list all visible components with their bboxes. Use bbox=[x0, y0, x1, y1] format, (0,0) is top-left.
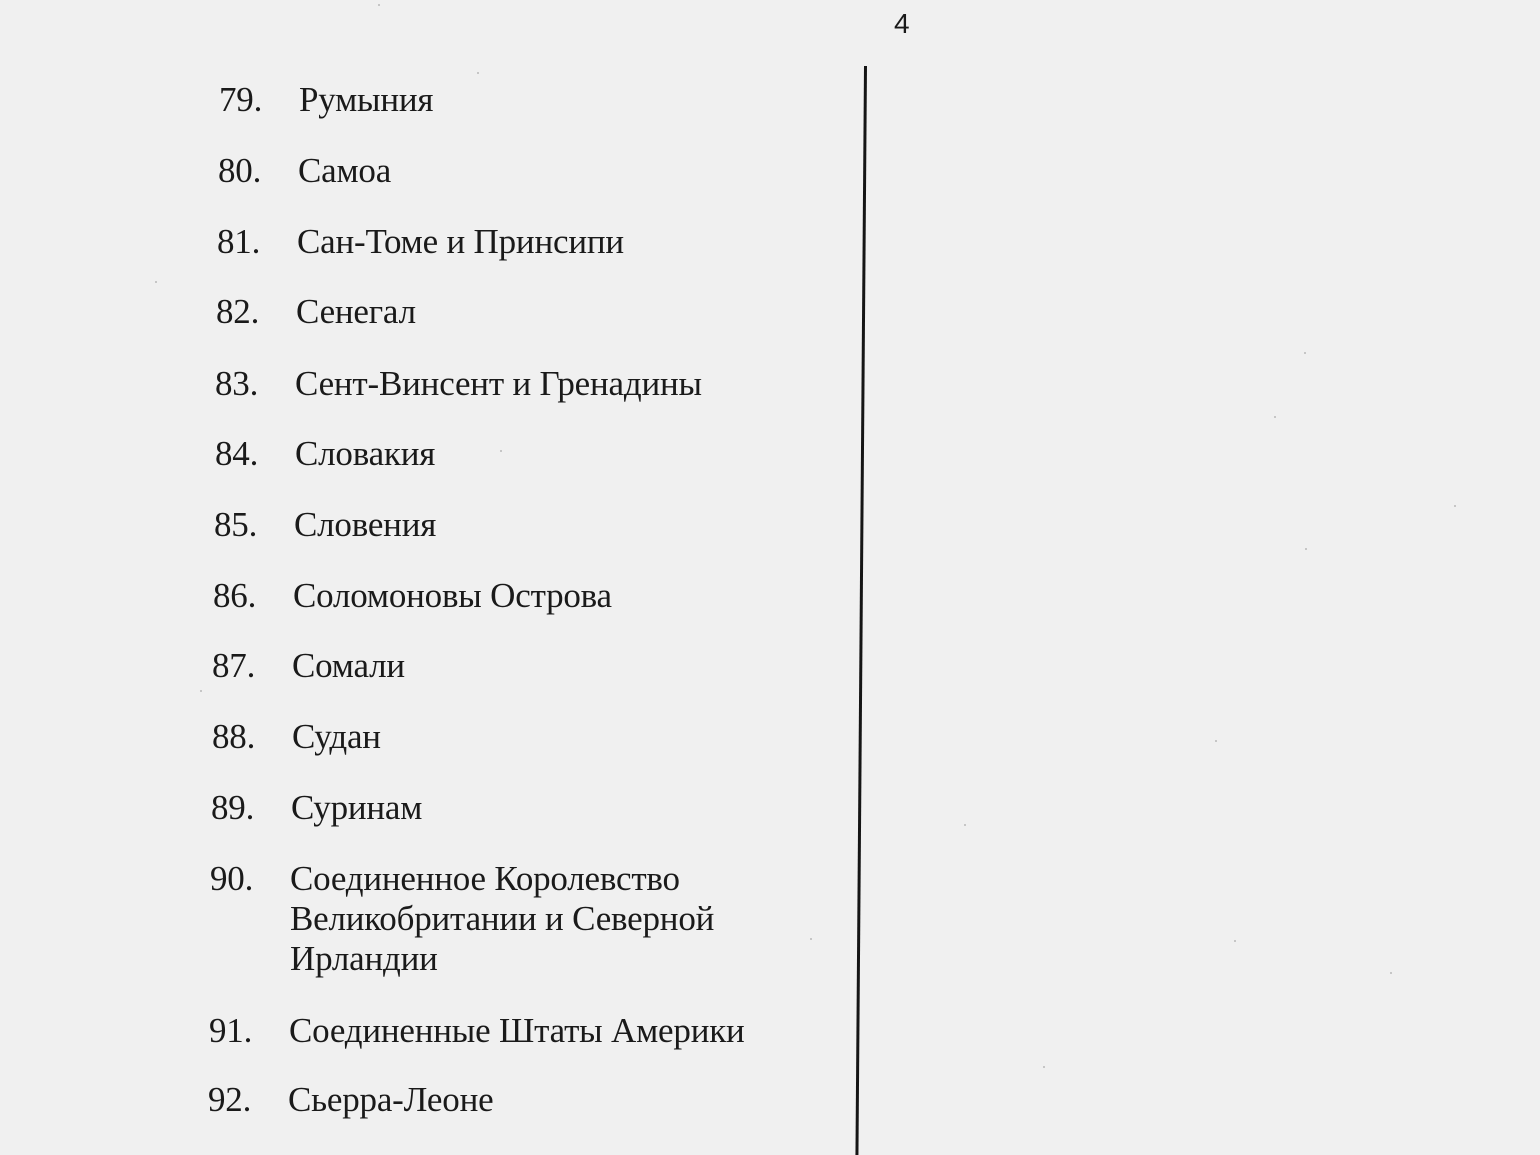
country-name: Румыния bbox=[299, 80, 434, 119]
item-number: 89. bbox=[211, 788, 255, 827]
scan-speck bbox=[1305, 548, 1307, 550]
item-number: 82. bbox=[216, 292, 260, 331]
country-name: Судан bbox=[292, 717, 381, 756]
country-name: Сьерра-Леоне bbox=[288, 1080, 494, 1119]
item-number: 83. bbox=[215, 364, 259, 403]
scan-speck bbox=[810, 938, 812, 940]
item-number: 88. bbox=[212, 717, 256, 756]
country-name: Самоа bbox=[298, 151, 392, 190]
item-number: 81. bbox=[217, 222, 261, 261]
country-name: Сенегал bbox=[296, 292, 416, 331]
item-number: 86. bbox=[213, 576, 257, 615]
scan-speck bbox=[1304, 352, 1306, 354]
scan-speck bbox=[500, 450, 502, 452]
country-name: Словения bbox=[294, 505, 437, 544]
item-number: 79. bbox=[219, 80, 263, 119]
item-number: 90. bbox=[210, 859, 254, 898]
scan-speck bbox=[155, 281, 157, 283]
scan-speck bbox=[378, 4, 380, 6]
scan-speck bbox=[477, 72, 479, 74]
country-name: Соединенные Штаты Америки bbox=[289, 1011, 745, 1050]
scan-speck bbox=[964, 824, 966, 826]
scan-speck bbox=[1043, 1066, 1045, 1068]
scan-speck bbox=[1390, 972, 1392, 974]
item-number: 87. bbox=[212, 646, 256, 685]
item-number: 92. bbox=[208, 1080, 252, 1119]
scan-speck bbox=[1274, 416, 1276, 418]
country-name: Суринам bbox=[291, 788, 423, 827]
item-number: 85. bbox=[214, 505, 258, 544]
country-name: Сан-Томе и Принсипи bbox=[297, 222, 624, 261]
item-number: 91. bbox=[209, 1011, 253, 1050]
scan-speck bbox=[1234, 940, 1236, 942]
country-name: Сомали bbox=[292, 646, 405, 685]
item-number: 80. bbox=[218, 151, 262, 190]
scan-speck bbox=[200, 690, 202, 692]
page-number: 4 bbox=[894, 8, 910, 39]
country-name: Сент-Винсент и Гренадины bbox=[295, 364, 702, 403]
scan-speck bbox=[1215, 740, 1217, 742]
country-name: Соломоновы Острова bbox=[293, 576, 612, 615]
item-number: 84. bbox=[215, 434, 259, 473]
country-name: Словакия bbox=[295, 434, 436, 473]
country-name: Соединенное Королевство Великобритании и Северной Ирландии bbox=[290, 859, 715, 978]
scan-speck bbox=[1454, 505, 1456, 507]
